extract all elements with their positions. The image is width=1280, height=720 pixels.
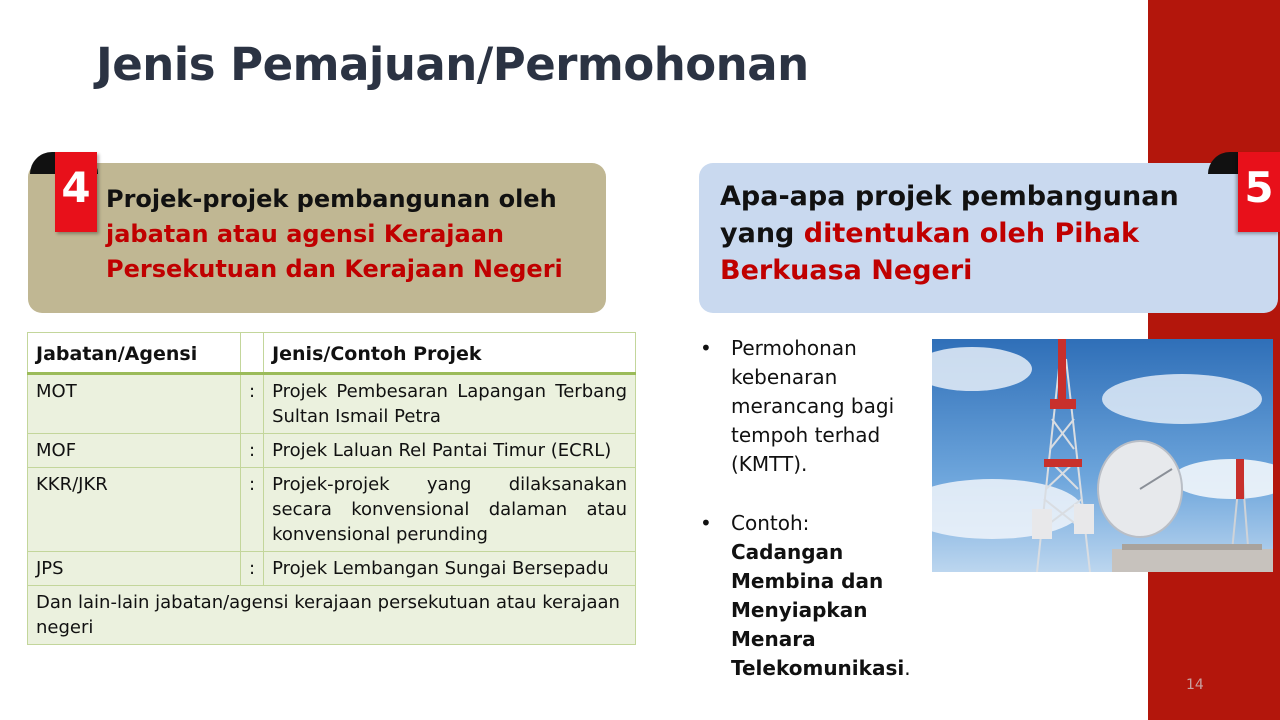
project-cell: Projek Laluan Rel Pantai Timur (ECRL) xyxy=(264,434,636,468)
agency-cell: MOF xyxy=(28,434,241,468)
table-row xyxy=(28,468,636,552)
bullet-label: Contoh: xyxy=(731,511,810,535)
list-item xyxy=(700,509,925,683)
box-4-text xyxy=(106,182,596,287)
table-row xyxy=(28,552,636,586)
bullet-bold-text: Cadangan Membina dan Menyiapkan Menara Telekomunikasi xyxy=(731,540,905,680)
table-row xyxy=(28,434,636,468)
bullet-text: Permohonan kebenaran merancang bagi tempoh terhad (KMTT). xyxy=(731,336,895,476)
agency-project-table xyxy=(27,332,636,645)
agency-cell: JPS xyxy=(28,552,241,586)
project-cell: Projek-projek yang dilaksanakan secara konvensional dalaman atau konvensional perunding xyxy=(264,468,636,552)
bullet-icon: • xyxy=(700,511,712,535)
separator-cell: : xyxy=(241,374,264,434)
slide-title: Jenis Pemajuan/Permohonan xyxy=(96,38,809,91)
bullet-end: . xyxy=(904,656,911,680)
box-5-text xyxy=(720,178,1220,289)
project-cell: Projek Pembesaran Lapangan Terbang Sultan Ismail Petra xyxy=(264,374,636,434)
agency-cell: KKR/JKR xyxy=(28,468,241,552)
box-4-text-main: Projek-projek pembangunan oleh xyxy=(106,185,557,213)
box-5-text-highlight: ditentukan oleh Pihak Berkuasa Negeri xyxy=(720,218,1139,286)
header-separator xyxy=(241,333,264,374)
agency-cell: MOT xyxy=(28,374,241,434)
project-cell: Projek Lembangan Sungai Bersepadu xyxy=(264,552,636,586)
bullet-list xyxy=(700,334,925,683)
page-number: 14 xyxy=(1186,677,1204,693)
number-badge-5: 5 xyxy=(1238,152,1280,232)
list-spacer xyxy=(700,479,925,509)
header-agency: Jabatan/Agensi xyxy=(28,333,241,374)
table-row xyxy=(28,374,636,434)
box-4-text-highlight: jabatan atau agensi Kerajaan Persekutuan dan Kerajaan Negeri xyxy=(106,220,563,283)
table-footer-row xyxy=(28,586,636,645)
number-badge-4: 4 xyxy=(55,152,97,232)
separator-cell: : xyxy=(241,468,264,552)
separator-cell: : xyxy=(241,434,264,468)
list-item xyxy=(700,334,925,479)
table-header-row xyxy=(28,333,636,374)
footer-cell: Dan lain-lain jabatan/agensi kerajaan persekutuan atau kerajaan negeri xyxy=(28,586,636,645)
header-project: Jenis/Contoh Projek xyxy=(264,333,636,374)
separator-cell: : xyxy=(241,552,264,586)
telecom-tower-icon xyxy=(932,339,1273,572)
bullet-icon: • xyxy=(700,336,712,360)
telecom-tower-photo xyxy=(932,339,1273,572)
box-5-text-main: Apa-apa projek pembangunan yang xyxy=(720,181,1179,249)
